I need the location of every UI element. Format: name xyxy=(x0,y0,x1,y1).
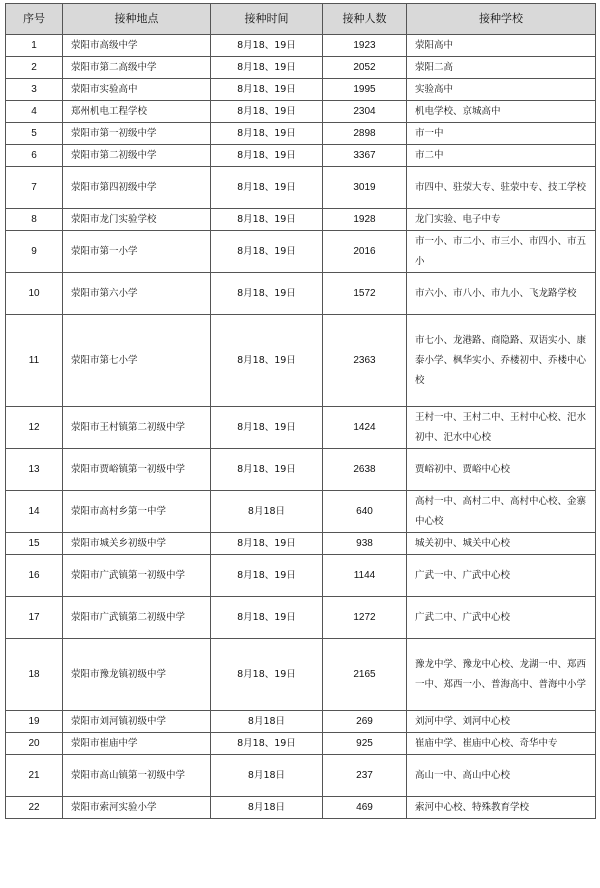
cell-time: 8月18日 xyxy=(211,755,323,797)
cell-site: 荥阳市贾峪镇第一初级中学 xyxy=(63,449,211,491)
table-row xyxy=(6,491,596,533)
cell-site: 荥阳市第六小学 xyxy=(63,273,211,315)
table-row xyxy=(6,57,596,79)
table-row xyxy=(6,209,596,231)
cell-time: 8月18、19日 xyxy=(211,315,323,407)
cell-schools: 豫龙中学、豫龙中心校、龙湖一中、郑西一中、郑西一小、普海高中、普海中小学 xyxy=(407,639,596,711)
table-row xyxy=(6,639,596,711)
cell-time: 8月18、19日 xyxy=(211,167,323,209)
cell-count: 1923 xyxy=(323,35,407,57)
cell-count: 3367 xyxy=(323,145,407,167)
cell-count: 2898 xyxy=(323,123,407,145)
cell-count: 1928 xyxy=(323,209,407,231)
cell-schools: 市二中 xyxy=(407,145,596,167)
cell-index: 20 xyxy=(6,733,63,755)
vaccination-table xyxy=(5,3,596,819)
table-row xyxy=(6,797,596,819)
cell-time: 8月18、19日 xyxy=(211,407,323,449)
cell-schools: 王村一中、王村二中、王村中心校、汜水初中、汜水中心校 xyxy=(407,407,596,449)
cell-schools: 荥阳高中 xyxy=(407,35,596,57)
cell-site: 荥阳市第二初级中学 xyxy=(63,145,211,167)
cell-site: 郑州机电工程学校 xyxy=(63,101,211,123)
cell-site: 荥阳市刘河镇初级中学 xyxy=(63,711,211,733)
cell-site: 荥阳市崔庙中学 xyxy=(63,733,211,755)
cell-schools: 龙门实验、电子中专 xyxy=(407,209,596,231)
cell-index: 7 xyxy=(6,167,63,209)
cell-count: 2016 xyxy=(323,231,407,273)
cell-count: 2304 xyxy=(323,101,407,123)
cell-count: 237 xyxy=(323,755,407,797)
cell-index: 14 xyxy=(6,491,63,533)
cell-count: 938 xyxy=(323,533,407,555)
cell-site: 荥阳市第一小学 xyxy=(63,231,211,273)
cell-schools: 实验高中 xyxy=(407,79,596,101)
cell-schools: 贾峪初中、贾峪中心校 xyxy=(407,449,596,491)
table-row xyxy=(6,533,596,555)
table-row xyxy=(6,733,596,755)
cell-index: 4 xyxy=(6,101,63,123)
cell-time: 8月18、19日 xyxy=(211,101,323,123)
cell-time: 8月18、19日 xyxy=(211,533,323,555)
cell-count: 2052 xyxy=(323,57,407,79)
cell-time: 8月18、19日 xyxy=(211,597,323,639)
cell-schools: 市七小、龙港路、商隐路、双语实小、康泰小学、枫华实小、乔楼初中、乔楼中心校 xyxy=(407,315,596,407)
table-row xyxy=(6,555,596,597)
cell-index: 17 xyxy=(6,597,63,639)
cell-count: 640 xyxy=(323,491,407,533)
cell-schools: 市一小、市二小、市三小、市四小、市五小 xyxy=(407,231,596,273)
cell-count: 1144 xyxy=(323,555,407,597)
cell-time: 8月18、19日 xyxy=(211,123,323,145)
cell-index: 10 xyxy=(6,273,63,315)
cell-time: 8月18、19日 xyxy=(211,145,323,167)
cell-time: 8月18、19日 xyxy=(211,79,323,101)
cell-site: 荥阳市高山镇第一初级中学 xyxy=(63,755,211,797)
cell-site: 荥阳市第二高级中学 xyxy=(63,57,211,79)
cell-time: 8月18、19日 xyxy=(211,449,323,491)
cell-schools: 高山一中、高山中心校 xyxy=(407,755,596,797)
cell-count: 2165 xyxy=(323,639,407,711)
cell-schools: 广武一中、广武中心校 xyxy=(407,555,596,597)
table-row xyxy=(6,79,596,101)
cell-time: 8月18、19日 xyxy=(211,733,323,755)
cell-time: 8月18日 xyxy=(211,797,323,819)
table-row xyxy=(6,597,596,639)
cell-schools: 市四中、驻荥大专、驻荥中专、技工学校 xyxy=(407,167,596,209)
cell-index: 5 xyxy=(6,123,63,145)
cell-schools: 广武二中、广武中心校 xyxy=(407,597,596,639)
header-count: 接种人数 xyxy=(323,4,407,35)
cell-site: 荥阳市第一初级中学 xyxy=(63,123,211,145)
table-row xyxy=(6,35,596,57)
cell-index: 18 xyxy=(6,639,63,711)
table-row xyxy=(6,755,596,797)
cell-schools: 机电学校、京城高中 xyxy=(407,101,596,123)
cell-schools: 崔庙中学、崔庙中心校、奇华中专 xyxy=(407,733,596,755)
cell-count: 1272 xyxy=(323,597,407,639)
cell-index: 8 xyxy=(6,209,63,231)
cell-index: 11 xyxy=(6,315,63,407)
cell-schools: 刘河中学、刘河中心校 xyxy=(407,711,596,733)
cell-count: 269 xyxy=(323,711,407,733)
cell-time: 8月18日 xyxy=(211,491,323,533)
cell-time: 8月18、19日 xyxy=(211,273,323,315)
header-index: 序号 xyxy=(6,4,63,35)
cell-schools: 索河中心校、特殊教育学校 xyxy=(407,797,596,819)
cell-site: 荥阳市第四初级中学 xyxy=(63,167,211,209)
cell-count: 3019 xyxy=(323,167,407,209)
cell-index: 9 xyxy=(6,231,63,273)
cell-count: 469 xyxy=(323,797,407,819)
table-row xyxy=(6,167,596,209)
cell-time: 8月18、19日 xyxy=(211,231,323,273)
cell-time: 8月18日 xyxy=(211,711,323,733)
table-row xyxy=(6,407,596,449)
cell-site: 荥阳市广武镇第一初级中学 xyxy=(63,555,211,597)
cell-site: 荥阳市豫龙镇初级中学 xyxy=(63,639,211,711)
cell-index: 16 xyxy=(6,555,63,597)
cell-site: 荥阳市龙门实验学校 xyxy=(63,209,211,231)
cell-time: 8月18、19日 xyxy=(211,57,323,79)
cell-time: 8月18、19日 xyxy=(211,639,323,711)
table-body xyxy=(6,35,596,819)
cell-count: 1572 xyxy=(323,273,407,315)
table-row xyxy=(6,711,596,733)
cell-site: 荥阳市高级中学 xyxy=(63,35,211,57)
header-schools: 接种学校 xyxy=(407,4,596,35)
cell-index: 19 xyxy=(6,711,63,733)
cell-count: 2638 xyxy=(323,449,407,491)
cell-index: 1 xyxy=(6,35,63,57)
cell-index: 3 xyxy=(6,79,63,101)
table-row xyxy=(6,449,596,491)
table-row xyxy=(6,101,596,123)
cell-index: 13 xyxy=(6,449,63,491)
cell-count: 1424 xyxy=(323,407,407,449)
cell-index: 15 xyxy=(6,533,63,555)
cell-site: 荥阳市广武镇第二初级中学 xyxy=(63,597,211,639)
cell-schools: 市一中 xyxy=(407,123,596,145)
cell-site: 荥阳市高村乡第一中学 xyxy=(63,491,211,533)
table-row xyxy=(6,273,596,315)
cell-site: 荥阳市第七小学 xyxy=(63,315,211,407)
cell-schools: 荥阳二高 xyxy=(407,57,596,79)
cell-site: 荥阳市索河实验小学 xyxy=(63,797,211,819)
table-row xyxy=(6,145,596,167)
header-site: 接种地点 xyxy=(63,4,211,35)
cell-count: 2363 xyxy=(323,315,407,407)
cell-index: 12 xyxy=(6,407,63,449)
cell-schools: 市六小、市八小、市九小、飞龙路学校 xyxy=(407,273,596,315)
cell-count: 925 xyxy=(323,733,407,755)
table-row xyxy=(6,123,596,145)
cell-time: 8月18、19日 xyxy=(211,555,323,597)
cell-index: 21 xyxy=(6,755,63,797)
cell-time: 8月18、19日 xyxy=(211,35,323,57)
cell-time: 8月18、19日 xyxy=(211,209,323,231)
table-row xyxy=(6,231,596,273)
header-row xyxy=(6,4,596,35)
cell-schools: 高村一中、高村二中、高村中心校、金寨中心校 xyxy=(407,491,596,533)
cell-index: 22 xyxy=(6,797,63,819)
table-row xyxy=(6,315,596,407)
cell-index: 2 xyxy=(6,57,63,79)
cell-site: 荥阳市实验高中 xyxy=(63,79,211,101)
cell-site: 荥阳市城关乡初级中学 xyxy=(63,533,211,555)
header-time: 接种时间 xyxy=(211,4,323,35)
cell-count: 1995 xyxy=(323,79,407,101)
cell-site: 荥阳市王村镇第二初级中学 xyxy=(63,407,211,449)
cell-index: 6 xyxy=(6,145,63,167)
cell-schools: 城关初中、城关中心校 xyxy=(407,533,596,555)
